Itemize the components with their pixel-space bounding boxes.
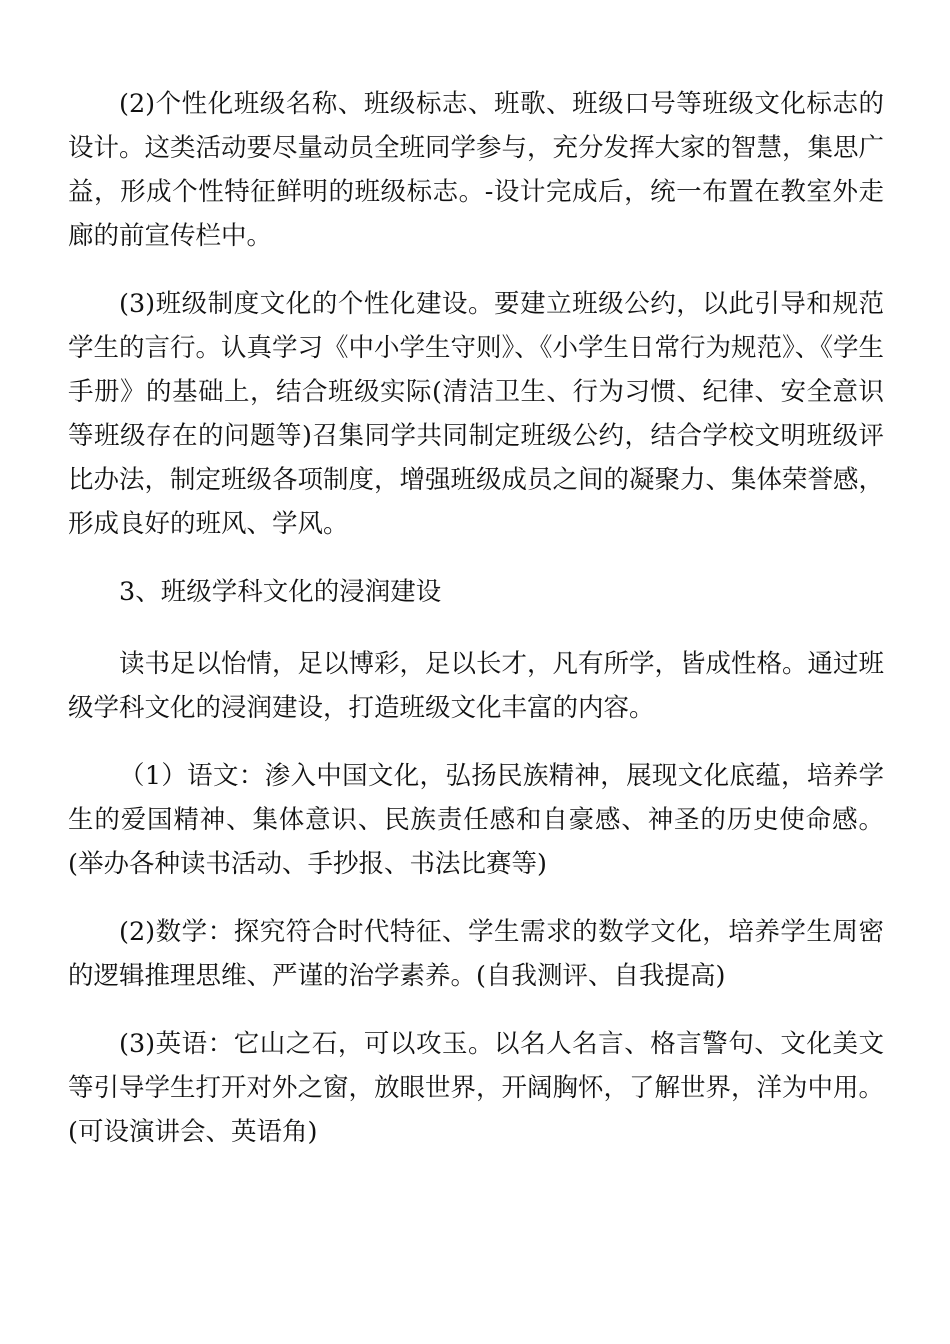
- section-heading-subject-culture: 3、班级学科文化的浸润建设: [119, 577, 442, 607]
- paragraph-chinese-subject: （1）语文：渗入中国文化，弘扬民族精神，展现文化底蕴，培养学生的爱国精神、集体意识、民族责任感和自豪感、神圣的历史使命感。(举办各种读书活动、手抄报、书法比赛等): [68, 761, 884, 879]
- document-body: [68, 82, 884, 1178]
- paragraph-english-subject: (3)英语：它山之石，可以攻玉。以名人名言、格言警句、文化美文等引导学生打开对外之窗，放眼世界，开阔胸怀，了解世界，洋为中用。(可设演讲会、英语角): [68, 1029, 885, 1147]
- paragraph-class-rules-culture: (3)班级制度文化的个性化建设。要建立班级公约，以此引导和规范学生的言行。认真学习《中小学生守则》、《小学生日常行为规范》、《学生手册》的基础上，结合班级实际(清洁卫生、行为习惯、纪律、安全意识等班级存在的问题等)召集同学共同制定班级公约，结合学校文明班级评比办法，制定班级各项制度，增强班级成员之间的凝聚力、集体荣誉感，形成良好的班风、学风。: [68, 289, 885, 539]
- paragraph-reading-intro: 读书足以怡情，足以博彩，足以长才，凡有所学，皆成性格。通过班级学科文化的浸润建设，打造班级文化丰富的内容。: [68, 649, 885, 723]
- paragraph-math-subject: (2)数学：探究符合时代特征、学生需求的数学文化，培养学生周密的逻辑推理思维、严谨的治学素养。(自我测评、自我提高): [68, 917, 884, 991]
- paragraph-class-identity-design: (2)个性化班级名称、班级标志、班歌、班级口号等班级文化标志的设计。这类活动要尽量动员全班同学参与，充分发挥大家的智慧，集思广益，形成个性特征鲜明的班级标志。-设计完成后，统一布置在教室外走廊的前宣传栏中。: [68, 89, 885, 251]
